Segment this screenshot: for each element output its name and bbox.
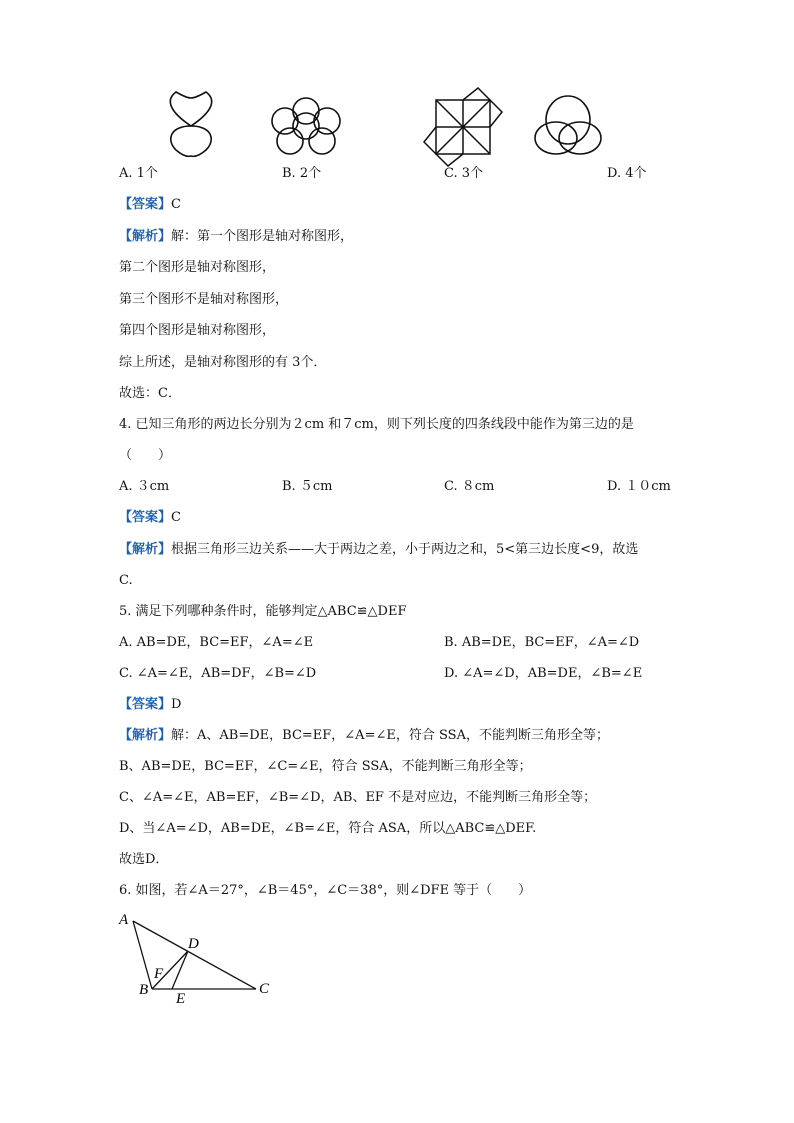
q5-option-d: D. ∠A=∠D，AB=DE，∠B=∠E [444, 666, 643, 681]
q3-option-b: B. 2个 [282, 166, 322, 181]
q4-stem: 4. 已知三角形的两边长分别为２cm 和７cm，则下列长度的四条线段中能作为第三边的是 [119, 417, 634, 432]
q6-stem: 6. 如图，若∠A＝27°，∠B＝45°，∠C＝38°，则∠DFE 等于（ ） [119, 883, 532, 898]
q5-stem: 5. 满足下列哪种条件时，能够判定△ABC≌△DEF [119, 604, 407, 619]
q5-analysis-line-4: D、当∠A=∠D，AB=DE，∠B=∠E，符合 ASA，所以△ABC≌△DEF. [119, 821, 537, 836]
analysis-text: 根据三角形三边关系——大于两边之差，小于两边之和，5<第三边长度<9，故选 [171, 542, 639, 557]
q3-figures [0, 0, 794, 170]
label-f: F [154, 966, 164, 982]
q4-analysis-line-1 [119, 541, 638, 559]
q4-answer [119, 509, 181, 527]
q3-analysis-line-4: 第四个图形是轴对称图形， [119, 323, 276, 338]
q4-paren: （ ） [119, 448, 172, 463]
figure-1-double-lobe [170, 92, 211, 156]
q5-analysis-line-5: 故选D． [119, 852, 169, 867]
q3-option-d: D. 4个 [607, 166, 647, 181]
answer-value: C [171, 197, 181, 212]
figure-2-five-circles [272, 98, 340, 154]
q3-option-c: C. 3个 [444, 166, 484, 181]
segment-bd [152, 951, 188, 989]
q4-option-b: B. ５cm [282, 479, 333, 494]
answer-value: D [171, 697, 182, 712]
q3-analysis-line-3: 第三个图形不是轴对称图形， [119, 292, 289, 307]
segment-ab [133, 921, 152, 989]
answer-value: C [171, 510, 181, 525]
q3-analysis-line-6: 故选：C． [119, 386, 181, 401]
figure-3-pinwheel [424, 88, 502, 166]
analysis-text: 解：第一个图形是轴对称图形， [171, 229, 354, 244]
q5-option-c: C. ∠A=∠E，AB=DF，∠B=∠D [119, 666, 317, 681]
q3-option-a: A. 1个 [119, 166, 158, 181]
answer-tag: 【答案】 [119, 510, 172, 525]
label-a: A [119, 912, 129, 928]
label-b: B [139, 982, 149, 998]
label-e: E [176, 991, 186, 1007]
analysis-tag: 【解析】 [119, 229, 172, 244]
q5-option-a: A. AB=DE，BC=EF，∠A=∠E [119, 635, 314, 650]
q4-option-a: A. ３cm [119, 479, 170, 494]
label-d: D [188, 936, 199, 952]
label-c: C [259, 981, 270, 997]
q3-answer [119, 196, 181, 214]
q3-analysis-line-1 [119, 228, 353, 246]
analysis-text: 解：A、AB=DE，BC=EF，∠A=∠E，符合 SSA，不能判断三角形全等； [171, 728, 609, 743]
q4-option-c: C. ８cm [444, 479, 495, 494]
q5-analysis-line-1 [119, 727, 609, 745]
q5-answer [119, 696, 181, 714]
q4-option-d: D. １０cm [607, 479, 671, 494]
q5-analysis-line-3: C、∠A=∠E，AB=EF，∠B=∠D，AB、EF 不是对应边，不能判断三角形全等； [119, 790, 597, 805]
q5-option-b: B. AB=DE，BC=EF，∠A=∠D [444, 635, 640, 650]
answer-tag: 【答案】 [119, 697, 172, 712]
answer-tag: 【答案】 [119, 197, 172, 212]
segment-ac [133, 921, 256, 989]
analysis-tag: 【解析】 [119, 728, 172, 743]
q3-analysis-line-2: 第二个图形是轴对称图形， [119, 260, 276, 275]
q4-analysis-line-2: C. [119, 573, 133, 588]
q5-analysis-line-2: B、AB=DE，BC=EF，∠C=∠E，符合 SSA，不能判断三角形全等； [119, 759, 532, 774]
segment-de [172, 951, 188, 989]
figure-4-three-loops [535, 96, 601, 154]
analysis-tag: 【解析】 [119, 542, 172, 557]
q3-analysis-line-5: 综上所述，是轴对称图形的有 3个． [119, 355, 327, 370]
